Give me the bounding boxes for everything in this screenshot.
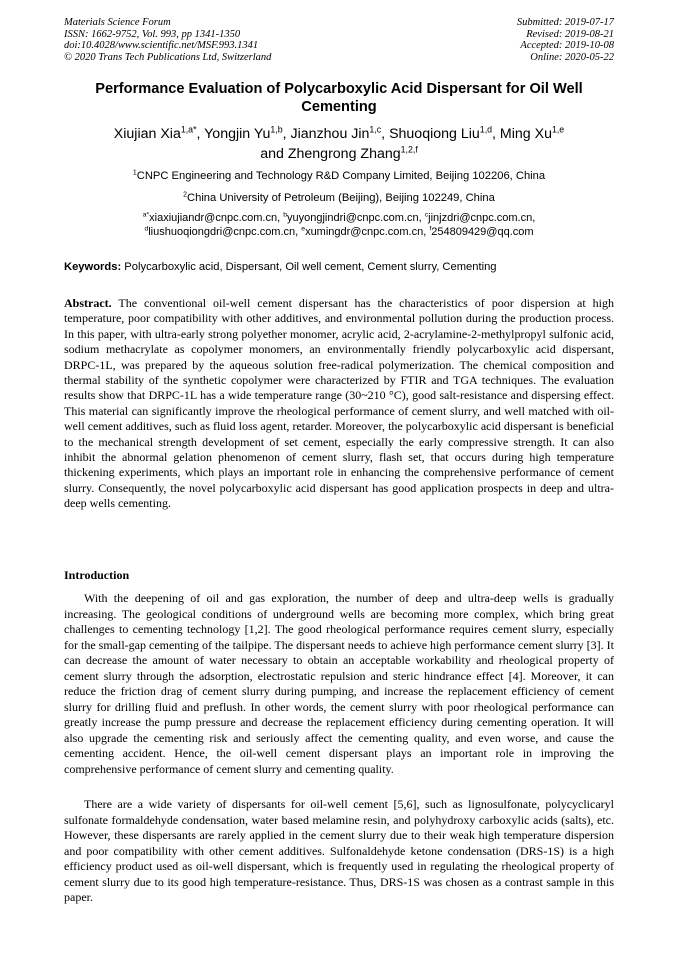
author-name: Xiujian Xia (113, 126, 181, 142)
abstract-label: Abstract. (64, 296, 112, 310)
journal-copyright: © 2020 Trans Tech Publications Ltd, Switzerland (64, 51, 272, 63)
abstract (64, 296, 614, 512)
publication-dates (517, 17, 614, 63)
email-address[interactable]: 254809429@qq.com (431, 225, 534, 238)
author-name: Zhengrong Zhang (287, 146, 401, 162)
section-heading-introduction: Introduction (64, 568, 130, 582)
journal-info (64, 17, 271, 63)
author-affil-mark: 1,a* (180, 124, 197, 135)
email-mark: e (301, 224, 306, 232)
introduction-paragraph-1: With the deepening of oil and gas exploration, the number of deep and ultra-deep wells is gradually increasing. The geological conditions of underground wells are becoming more complex, which bring great challenges to cementing technology [1,2]. The good rheological performance requires cement slurry, especially for the small-gap cementing of the tailpipe. The dispersant needs to achieve high performance cement slurry [3]. It can decrease the amount of water necessary to obtain an acceptable workability and rheological property of cement slurry through the adsorption, electrostatic repulsion and steric hindrance effect [4]. Moreover, it can reduce the friction drag of cement slurry during pumping, and increase the replacement efficiency of cement slurry for drilling fluid and preflush. In other words, the cement slurry with poor rheological performance can greatly increase the pump pressure and decrease the replacement efficiency during cementing operation. It will also upgrade the cementing risk and seriously affect the cementing quality, and even worse, and cause the cementing accident. Hence, the oil-well cement dispersant plays an important role in improving the comprehensive performance of cement slurry and cementing quality. (64, 591, 614, 776)
author-name: Ming Xu (499, 126, 552, 142)
keywords (64, 260, 614, 274)
date-revised: Revised: 2019-08-21 (526, 28, 614, 40)
author-affil-mark: 1,d (479, 124, 493, 135)
date-online: Online: 2020-05-22 (530, 51, 614, 63)
affiliation-1 (64, 169, 614, 183)
journal-issn: ISSN: 1662-9752, Vol. 993, pp 1341-1350 (64, 28, 241, 40)
date-accepted: Accepted: 2019-10-08 (520, 40, 614, 52)
author-separator: , (492, 126, 500, 142)
author-affil-mark: 1,2,f (400, 144, 418, 155)
paper-title: Performance Evaluation of Polycarboxylic Acid Dispersant for Oil Well Cementing (95, 81, 583, 115)
affiliation-mark: 1 (132, 169, 137, 177)
author-separator: , (196, 126, 205, 142)
keywords-label: Keywords: (64, 261, 122, 273)
affiliation-mark: 2 (183, 191, 188, 199)
author-affil-mark: 1,b (270, 124, 283, 135)
journal-doi: doi:10.4028/www.scientific.net/MSF.993.1341 (64, 40, 259, 52)
author-conjunction: and (260, 146, 288, 162)
author-name: Shuoqiong Liu (389, 126, 480, 142)
email-mark: a* (142, 211, 150, 219)
email-address[interactable]: yuyongjindri@cnpc.com.cn, (287, 212, 425, 224)
author-list (64, 124, 614, 164)
abstract-text: The conventional oil-well cement dispersant has the characteristics of poor dispersion at high temperature, poor compatibility with other additives, and environmental pollution during the production process. In this paper, with ultra-early strong polyether monomer, acrylic acid, 2-acrylamine-2-methylpropyl sulfonic acid, sodium methacrylate as copolymer monomers, an environmentally friendly polycarboxylic acid dispersant, DRPC-1L, was prepared by the aqueous solution free-radical polymerization. The chemical composition and thermal stability of the synthetic copolymer were characterized by FTIR and TGA techniques. The evaluation results show that DRPC-1L has a wide temperature range (30~210 °C), good salt-resistance and dispersing effect. This material can significantly improve the rheological performance of cement slurry, and well matched with oil-well cement additives, such as fluid loss agent, retarder. Moreover, the polycarboxylic acid dispersant is beneficial to the mechanical strength development of set cement, especially the early compressive strength. It can also inhibit the abnormal gelation phenomenon of cement slurry, flash set, that occurs during high temperature thickening experiments, which plays an important role in enhancing the comprehensive performance of cement slurry. Consequently, the novel polycarboxylic acid dispersant has good application prospects in deep and ultra-deep wells cementing. (64, 296, 614, 511)
email-line-1 (64, 212, 614, 226)
affiliation-text: CNPC Engineering and Technology R&D Company Limited, Beijing 102206, China (136, 170, 546, 182)
author-emails (64, 212, 614, 239)
keywords-text: Polycarboxylic acid, Dispersant, Oil well cement, Cement slurry, Cementing (121, 261, 497, 273)
email-line-2 (64, 226, 614, 240)
email-address[interactable]: jinjzdri@cnpc.com.cn, (428, 212, 536, 224)
author-affil-mark: 1,e (551, 124, 565, 135)
email-address[interactable]: xiaxiujiandr@cnpc.com.cn, (149, 212, 284, 224)
author-name: Yongjin Yu (204, 126, 271, 142)
email-address[interactable]: liushuoqiongdri@cnpc.com.cn, (148, 225, 302, 238)
email-address[interactable]: xumingdr@cnpc.com.cn, (305, 225, 430, 238)
date-submitted: Submitted: 2019-07-17 (516, 17, 614, 28)
author-separator: , (282, 126, 291, 142)
email-mark: c (424, 211, 429, 219)
affiliation-2 (64, 191, 614, 205)
author-affil-mark: 1,c (369, 124, 382, 135)
author-name: Jianzhou Jin (290, 126, 370, 142)
affiliation-text: China University of Petroleum (Beijing), Beijing 102249, China (187, 192, 495, 204)
email-mark: f (429, 224, 432, 232)
email-mark: d (144, 224, 149, 232)
email-mark: b (283, 211, 287, 219)
author-separator: , (381, 126, 390, 142)
introduction-paragraph-2: There are a wide variety of dispersants for oil-well cement [5,6], such as lignosulfonate, polycyclicaryl sulfonate formaldehyde condensation, water based melamine resin, and polyhydroxy carboxylic acids (salts), etc. However, these dispersants are rarely applied in the cement slurry due to their weak high temperature dispersion and poor compatibility with other cement additives. Sulfonaldehyde ketone condensation (DRS-1S) is a high efficiency product used as oil-well dispersant, which is frequently used in regulating the rheological property of cement slurry due to its good high temperature-resistance. Thus, DRS-1S was chosen as a contrast sample in this paper. (64, 797, 614, 904)
journal-name: Materials Science Forum (64, 17, 171, 28)
